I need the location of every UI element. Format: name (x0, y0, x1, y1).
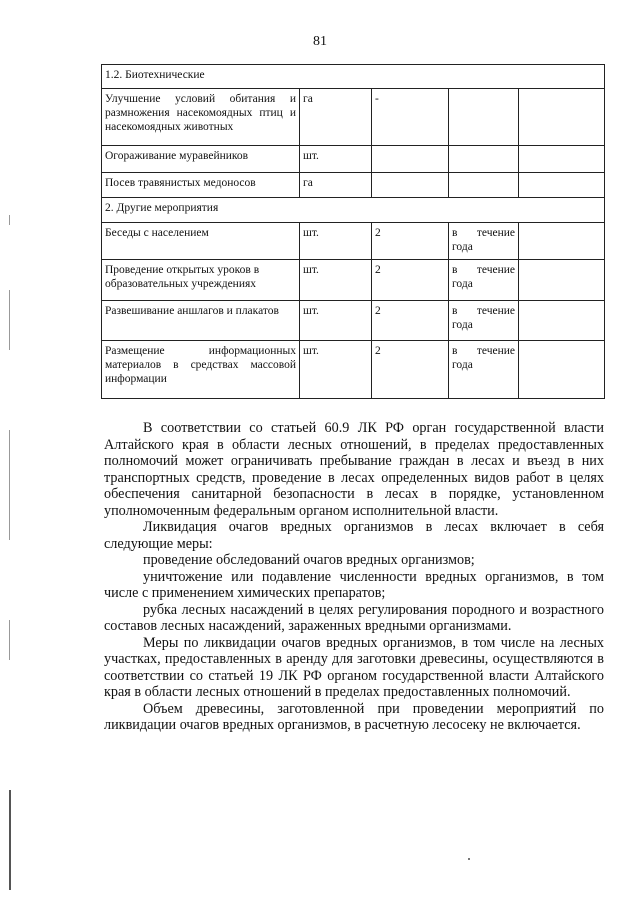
period-cell: в течение года (449, 341, 519, 399)
paragraph: Ликвидация очагов вредных организмов в лесах включает в себя следующие меры: (104, 519, 604, 552)
note-cell (519, 173, 605, 198)
table-row (102, 89, 605, 146)
unit-cell: шт. (300, 260, 372, 301)
scan-mark (9, 290, 10, 350)
paragraph: В соответствии со статьей 60.9 ЛК РФ орган государственной власти Алтайского края в области лесных отношений, в пределах предоставленных полномочий может ограничивать пребывание граждан в лесах и въезд в них транспортных средств, проведение в лесах определенных видов работ в целях обеспечения санитарной безопасности в лесах в порядке, установленном уполномоченным федеральным органом исполнительной власти. (104, 420, 604, 519)
period-cell (449, 89, 519, 146)
paragraph: Объем древесины, заготовленной при проведении мероприятий по ликвидации очагов вредных организмов, в расчетную лесосеку не включается. (104, 700, 604, 733)
scan-mark (9, 790, 11, 890)
note-cell (519, 301, 605, 341)
volume-cell: 2 (372, 341, 449, 399)
measure-name-cell: Беседы с населением (102, 223, 300, 260)
volume-cell (372, 146, 449, 173)
unit-cell: шт. (300, 223, 372, 260)
paragraph: Меры по ликвидации очагов вредных организмов, в том числе на лесных участках, предоставленных в аренду для заготовки древесины, осуществляются в соответствии со статьей 19 ЛК РФ органом государственной власти Алтайского края в области лесных отношений в пределах предоставленных полномочий. (104, 634, 604, 700)
table-row (102, 301, 605, 341)
note-cell (519, 341, 605, 399)
period-cell (449, 173, 519, 198)
note-cell (519, 146, 605, 173)
scan-mark (9, 430, 10, 540)
period-cell: в течение года (449, 301, 519, 341)
section-title: 1.2. Биотехнические (102, 65, 605, 89)
list-item: проведение обследований очагов вредных организмов; (143, 552, 475, 568)
body-text (104, 420, 604, 734)
scan-mark (9, 215, 10, 225)
measure-name-cell: Проведение открытых уроков в образовательных учреждениях (102, 260, 300, 301)
unit-cell: шт. (300, 341, 372, 399)
table-row (102, 146, 605, 173)
table-row (102, 260, 605, 301)
unit-cell: га (300, 89, 372, 146)
volume-cell: 2 (372, 260, 449, 301)
volume-cell (372, 173, 449, 198)
measure-name-cell: Развешивание аншлагов и плакатов (102, 301, 300, 341)
table-section-row (102, 65, 605, 89)
list-item: уничтожение или подавление численности вредных организмов, в том числе с применением химических препаратов; (104, 568, 604, 601)
period-cell: в течение года (449, 223, 519, 260)
note-cell (519, 89, 605, 146)
measure-name-cell: Посев травянистых медоносов (102, 173, 300, 198)
volume-cell: 2 (372, 223, 449, 260)
table-section-row (102, 198, 605, 223)
period-cell: в течение года (449, 260, 519, 301)
volume-cell: - (372, 89, 449, 146)
table-row (102, 223, 605, 260)
scan-mark (9, 620, 10, 660)
page-number: 81 (313, 34, 327, 49)
scan-dot (468, 858, 470, 860)
note-cell (519, 223, 605, 260)
period-cell (449, 146, 519, 173)
unit-cell: шт. (300, 146, 372, 173)
table-row (102, 341, 605, 399)
table-row (102, 173, 605, 198)
unit-cell: шт. (300, 301, 372, 341)
section-title: 2. Другие мероприятия (102, 198, 605, 223)
note-cell (519, 260, 605, 301)
measure-name-cell: Улучшение условий обитания и размножения насекомоядных птиц и насекомоядных животных (102, 89, 300, 146)
unit-cell: га (300, 173, 372, 198)
volume-cell: 2 (372, 301, 449, 341)
measures-table (101, 64, 605, 399)
list-item: рубка лесных насаждений в целях регулирования породного и возрастного составов лесных насаждений, зараженных вредными организмами. (104, 601, 604, 634)
measure-name-cell: Огораживание муравейников (102, 146, 300, 173)
measure-name-cell: Размещение информационных материалов в средствах массовой информации (102, 341, 300, 399)
